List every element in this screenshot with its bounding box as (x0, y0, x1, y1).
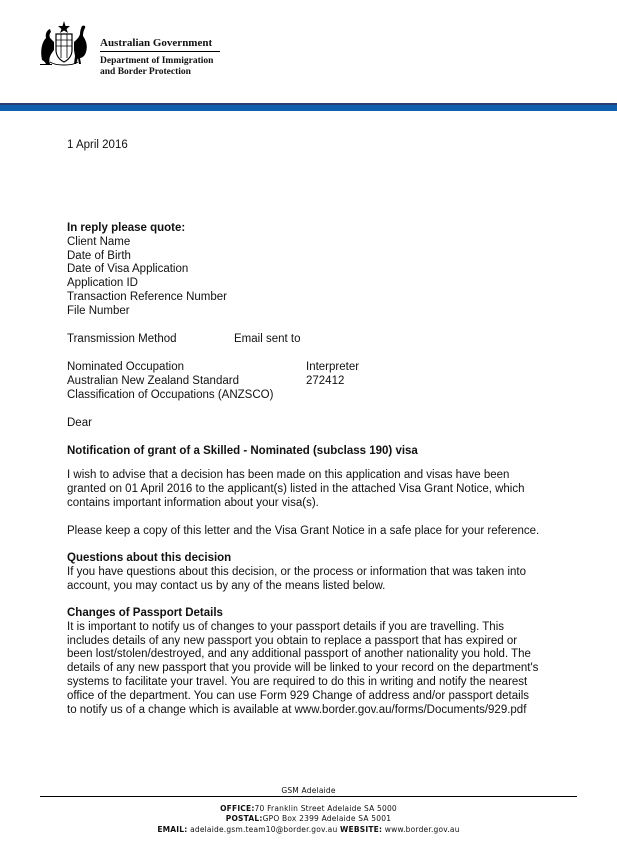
paragraph-line: It is important to notify us of changes to your passport details if you are travelling. This (67, 620, 505, 633)
footer-office-name: GSM Adelaide (281, 786, 336, 795)
paragraph-keep-copy: Please keep a copy of this letter and the Visa Grant Notice in a safe place for your reference. (67, 525, 540, 537)
office-label: OFFICE: (220, 804, 255, 813)
header-divider (100, 51, 220, 52)
paragraph-decision (67, 469, 525, 510)
reply-field: Date of Birth (67, 249, 131, 262)
section-questions (67, 552, 526, 593)
reply-quote-block (67, 222, 227, 319)
reply-heading: In reply please quote: (67, 222, 186, 234)
footer-divider (40, 796, 577, 797)
paragraph-line: I wish to advise that a decision has been made on this application and visas have been (67, 469, 510, 481)
reply-field: Transaction Reference Number (67, 290, 228, 303)
paragraph-line: systems to facilitate your travel. You are required to do this in writing and notify the nearest (67, 675, 528, 688)
paragraph-line: granted on 01 April 2016 to the applicant(s) listed in the attached Visa Grant Notice, which (67, 482, 525, 495)
website-value: www.border.gov.au (384, 825, 460, 834)
department-line-2: and Border Protection (100, 67, 191, 77)
postal-value: GPO Box 2399 Adelaide SA 5001 (262, 814, 392, 823)
occupation-value: Interpreter (306, 361, 360, 373)
salutation: Dear (67, 417, 92, 429)
occupation-values (306, 361, 359, 389)
paragraph-line: account, you may contact us by any of the means listed below. (67, 579, 386, 592)
email-value: adelaide.gsm.team10@border.gov.au (190, 825, 338, 834)
transmission-label: Transmission Method (67, 333, 177, 345)
email-label: EMAIL: (157, 825, 188, 834)
footer-office-address (0, 804, 617, 813)
paragraph-line: been lost/stolen/destroyed, and any additional passport of another nationality you hold. The (67, 648, 531, 661)
anzsco-code: 272412 (306, 374, 345, 387)
reply-field: Application ID (67, 277, 138, 290)
footer-contact (0, 825, 617, 834)
government-name: Australian Government (100, 37, 213, 49)
department-name (100, 56, 213, 78)
anzsco-label-line-2: Classification of Occupations (ANZSCO) (67, 388, 274, 401)
anzsco-label-line-1: Australian New Zealand Standard (67, 374, 239, 387)
department-line-1: Department of Immigration (100, 56, 214, 66)
paragraph-line: office of the department. You can use Form 929 Change of address and/or passport details (67, 689, 529, 702)
occupation-labels (67, 361, 273, 402)
header-band-blue (0, 105, 617, 111)
paragraph-line: to notify us of a change which is available at www.border.gov.au/forms/Documents/929.pdf (67, 703, 527, 716)
paragraph-line: details of any new passport that you provide will be linked to your record on the department's (67, 662, 539, 675)
questions-heading: Questions about this decision (67, 552, 232, 564)
reply-field: Client Name (67, 235, 131, 248)
occupation-label: Nominated Occupation (67, 361, 184, 373)
paragraph-line: If you have questions about this decision, or the process or information that was taken into (67, 565, 526, 578)
website-label: WEBSITE: (340, 825, 383, 834)
letter-date: 1 April 2016 (67, 139, 128, 151)
reply-field: File Number (67, 304, 130, 317)
coat-of-arms-icon (36, 20, 92, 66)
office-value: 70 Franklin Street Adelaide SA 5000 (254, 804, 397, 813)
transmission-value: Email sent to (234, 333, 301, 345)
reply-field: Date of Visa Application (67, 263, 189, 276)
postal-label: POSTAL: (225, 814, 263, 823)
footer-postal-address (0, 814, 617, 823)
paragraph-line: contains important information about your visa(s). (67, 496, 319, 509)
section-passport (67, 607, 538, 717)
paragraph-line: includes details of any new passport you obtain to replace a passport that has expired or (67, 634, 518, 647)
passport-heading: Changes of Passport Details (67, 607, 223, 619)
letter-subject: Notification of grant of a Skilled - Nominated (subclass 190) visa (67, 445, 418, 457)
